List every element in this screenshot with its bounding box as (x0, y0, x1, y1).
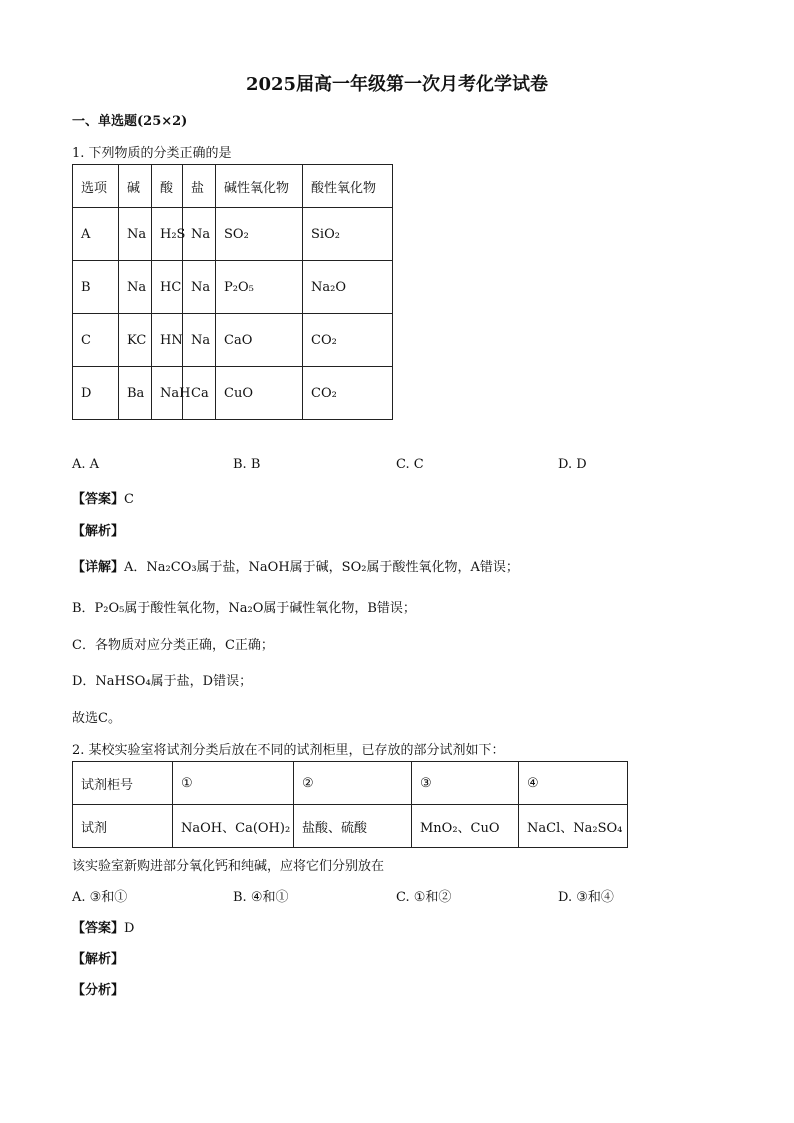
table-cell: 盐酸、硫酸 (294, 805, 412, 848)
acidic-oxide-cell: SiO₂ (303, 208, 393, 261)
base-cell: Na (119, 208, 152, 261)
option-cell: D (73, 367, 119, 420)
q1-conclusion: 故选C。 (72, 711, 121, 726)
table-row (73, 208, 393, 261)
salt-cell: Na (183, 314, 216, 367)
q2-cabinet-table (72, 761, 628, 848)
q1-detail-c: C．各物质对应分类正确，C正确； (72, 638, 274, 653)
table-cell: MnO₂、CuO (412, 805, 519, 848)
q1-classification-table (72, 164, 393, 420)
table-row (73, 314, 393, 367)
q1-detail-b: B．P₂O₅属于酸性氧化物，Na₂O属于碱性氧化物，B错误； (72, 601, 416, 616)
q1-option-b[interactable]: B. B (233, 457, 261, 472)
base-cell: KC (119, 314, 152, 367)
basic-oxide-cell: P₂O₅ (216, 261, 303, 314)
acid-cell: HC (152, 261, 183, 314)
section-heading: 一、单选题(25×2) (72, 114, 188, 129)
q2-question: 该实验室新购进部分氧化钙和纯碱，应将它们分别放在 (72, 859, 385, 874)
acid-cell: HN (152, 314, 183, 367)
detail-label: 【详解】 (72, 560, 125, 575)
basic-oxide-cell: CuO (216, 367, 303, 420)
base-cell: Na (119, 261, 152, 314)
q1-detail-a (72, 556, 519, 575)
q1-analysis-label: 【解析】 (72, 524, 125, 539)
table-cell: 试剂柜号 (73, 762, 173, 805)
header-cell: 盐 (183, 165, 216, 208)
header-cell: 碱性氧化物 (216, 165, 303, 208)
answer-label: 【答案】 (72, 492, 125, 507)
table-header-row (73, 165, 393, 208)
header-cell: 酸 (152, 165, 183, 208)
q2-fenxi-label: 【分析】 (72, 983, 125, 998)
q2-option-b[interactable]: B. ④和① (233, 890, 289, 905)
salt-cell: Na (183, 208, 216, 261)
acidic-oxide-cell: Na₂O (303, 261, 393, 314)
table-cell: ④ (519, 762, 628, 805)
acid-cell: H₂S (152, 208, 183, 261)
table-row (73, 805, 628, 848)
base-cell: Ba (119, 367, 152, 420)
q2-stem: 2. 某校实验室将试剂分类后放在不同的试剂柜里，已存放的部分试剂如下： (72, 743, 505, 758)
acidic-oxide-cell: CO₂ (303, 314, 393, 367)
answer-value: D (124, 921, 135, 936)
header-cell: 选项 (73, 165, 119, 208)
table-row (73, 367, 393, 420)
header-cell: 碱 (119, 165, 152, 208)
option-cell: B (73, 261, 119, 314)
q1-option-a[interactable]: A. A (72, 457, 100, 472)
table-row (73, 762, 628, 805)
salt-cell: Na (183, 261, 216, 314)
q1-stem: 1. 下列物质的分类正确的是 (72, 146, 232, 161)
q2-option-a[interactable]: A. ③和① (72, 890, 128, 905)
answer-value: C (124, 492, 134, 507)
table-cell: ③ (412, 762, 519, 805)
q2-answer (72, 917, 134, 936)
table-cell: NaCl、Na₂SO₄ (519, 805, 628, 848)
option-cell: A (73, 208, 119, 261)
basic-oxide-cell: CaO (216, 314, 303, 367)
table-cell: ② (294, 762, 412, 805)
page-title: 2025届高一年级第一次月考化学试卷 (245, 74, 549, 95)
acid-cell: NaH (152, 367, 183, 420)
q2-option-d[interactable]: D. ③和④ (558, 890, 614, 905)
table-cell: ① (173, 762, 294, 805)
table-row (73, 261, 393, 314)
q1-option-c[interactable]: C. C (396, 457, 424, 472)
q1-option-d[interactable]: D. D (558, 457, 587, 472)
table-cell: 试剂 (73, 805, 173, 848)
q1-detail-d: D．NaHSO₄属于盐，D错误； (72, 674, 253, 689)
salt-cell: Ca (183, 367, 216, 420)
q2-option-c[interactable]: C. ①和② (396, 890, 452, 905)
q2-analysis-label: 【解析】 (72, 952, 125, 967)
q1-answer (72, 488, 134, 507)
table-cell: NaOH、Ca(OH)₂ (173, 805, 294, 848)
basic-oxide-cell: SO₂ (216, 208, 303, 261)
option-cell: C (73, 314, 119, 367)
acidic-oxide-cell: CO₂ (303, 367, 393, 420)
answer-label: 【答案】 (72, 921, 125, 936)
detail-line-a: A．Na₂CO₃属于盐，NaOH属于碱，SO₂属于酸性氧化物，A错误； (124, 560, 519, 575)
header-cell: 酸性氧化物 (303, 165, 393, 208)
